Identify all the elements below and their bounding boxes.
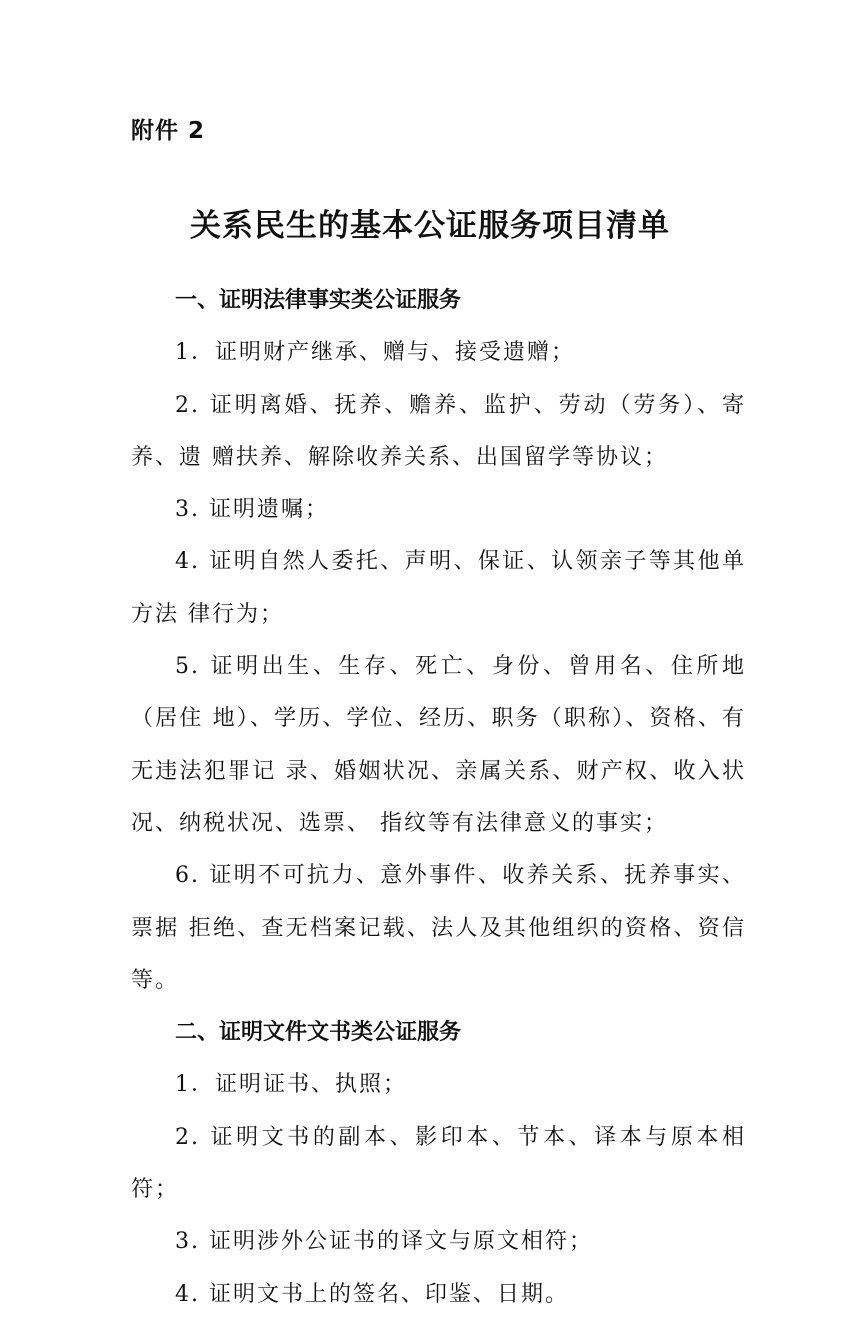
- section-2: [131, 1007, 746, 1321]
- list-item: 3. 证明涉外公证书的译文与原文相符；: [175, 1229, 593, 1255]
- attachment-label: 附件 2: [131, 118, 206, 144]
- list-item: 6. 证明不可抗力、意外事件、收养关系、抚养事实、票据 拒绝、查无档案记载、法人及其他组织的资格、资信等。: [131, 863, 746, 993]
- list-item: 2. 证明离婚、抚养、赡养、监护、劳动（劳务）、寄养、遗 赠扶养、解除收养关系、出国留学等协议；: [131, 392, 746, 470]
- list-item: 3. 证明遗嘱；: [175, 497, 329, 523]
- document-body: [131, 275, 746, 1321]
- list-item: 1．证明证书、执照；: [175, 1072, 407, 1098]
- section-heading: 二、证明文件文书类公证服务: [175, 1020, 462, 1046]
- section-1: [131, 275, 746, 1007]
- document-title: 关系民生的基本公证服务项目清单: [190, 208, 670, 244]
- list-item: 5. 证明出生、生存、死亡、身份、曾用名、住所地（居住 地）、学历、学位、经历、职务（职称）、资格、有无违法犯罪记 录、婚姻状况、亲属关系、财产权、收入状况、纳税状况、选票、 指纹等有法律意义的事实；: [131, 654, 746, 836]
- list-item: 4. 证明自然人委托、声明、保证、认领亲子等其他单方法 律行为；: [131, 549, 746, 627]
- list-item: 1．证明财产继承、赠与、接受遗赠；: [175, 340, 575, 366]
- list-item: 2. 证明文书的副本、影印本、节本、译本与原本相符；: [131, 1124, 746, 1203]
- list-item: 4. 证明文书上的签名、印鉴、日期。: [175, 1281, 569, 1307]
- section-heading: 一、证明法律事实类公证服务: [175, 288, 462, 313]
